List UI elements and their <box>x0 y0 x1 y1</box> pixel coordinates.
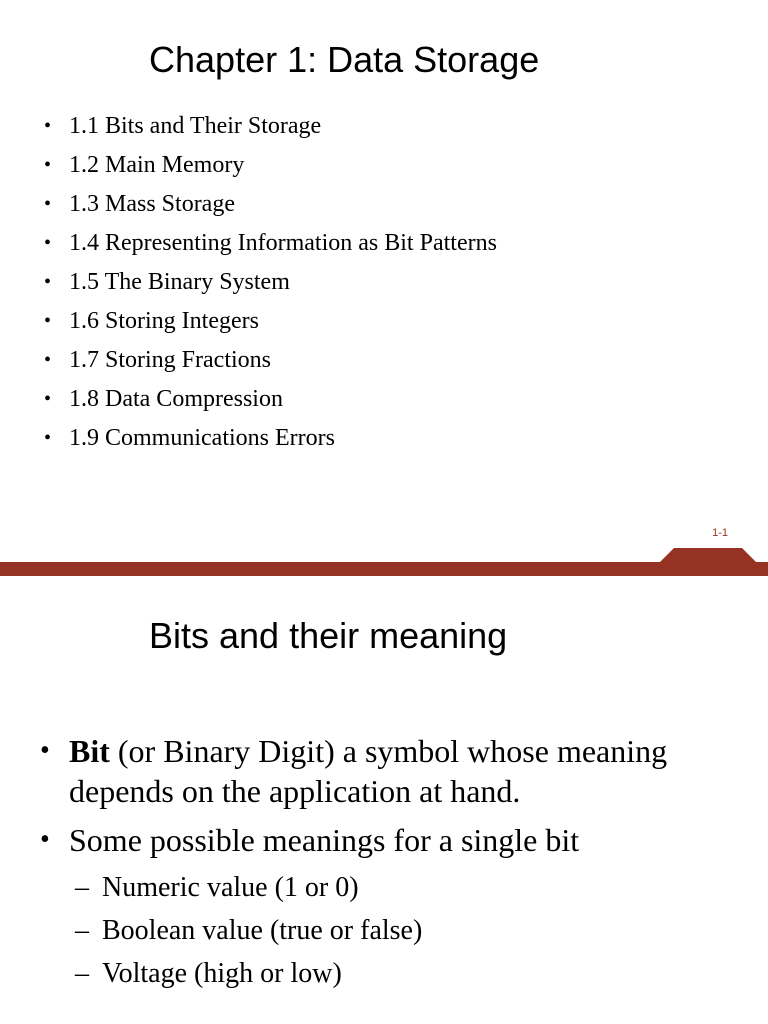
slide-2 <box>0 576 768 1024</box>
list-item <box>40 731 728 811</box>
bullet-icon: • <box>44 193 52 215</box>
bullet-icon: • <box>44 154 52 176</box>
term-definition: (or Binary Digit) a symbol whose meaning depends on the application at hand. <box>69 733 668 809</box>
dash-icon: – <box>75 958 89 989</box>
list-item: • 1.2 Main Memory <box>44 146 497 185</box>
bullet-icon: • <box>44 388 52 410</box>
bullet-icon: • <box>44 271 52 293</box>
bullet-icon: • <box>44 232 52 254</box>
list-item: • 1.4 Representing Information as Bit Patterns <box>44 224 497 263</box>
slide-2-bullet-list <box>40 731 728 1004</box>
list-item: – Numeric value (1 or 0) <box>69 866 728 909</box>
list-item: • 1.6 Storing Integers <box>44 302 497 341</box>
bit-meanings-sublist <box>69 866 728 995</box>
list-item <box>40 820 728 995</box>
list-item: – Voltage (high or low) <box>69 952 728 995</box>
chapter-contents-list <box>44 107 497 458</box>
slide-1-title: Chapter 1: Data Storage <box>149 39 540 80</box>
slide-page-number: 1-1 <box>712 527 728 539</box>
bullet-icon: • <box>44 349 52 371</box>
list-item: – Boolean value (true or false) <box>69 909 728 952</box>
bullet-icon: • <box>44 427 52 449</box>
bullet-icon: • <box>40 735 50 766</box>
bullet-text: Some possible meanings for a single bit <box>69 822 580 858</box>
bullet-icon: • <box>44 310 52 332</box>
dash-icon: – <box>75 872 89 903</box>
dash-icon: – <box>75 915 89 946</box>
footer-accent-band <box>0 562 768 576</box>
bullet-icon: • <box>40 824 50 855</box>
list-item: • 1.9 Communications Errors <box>44 419 497 458</box>
list-item: • 1.7 Storing Fractions <box>44 341 497 380</box>
list-item: • 1.8 Data Compression <box>44 380 497 419</box>
list-item: • 1.1 Bits and Their Storage <box>44 107 497 146</box>
list-item: • 1.5 The Binary System <box>44 263 497 302</box>
list-item: • 1.3 Mass Storage <box>44 185 497 224</box>
slide-2-title: Bits and their meaning <box>149 615 508 656</box>
bullet-icon: • <box>44 115 52 137</box>
term-bold: Bit <box>69 733 110 769</box>
